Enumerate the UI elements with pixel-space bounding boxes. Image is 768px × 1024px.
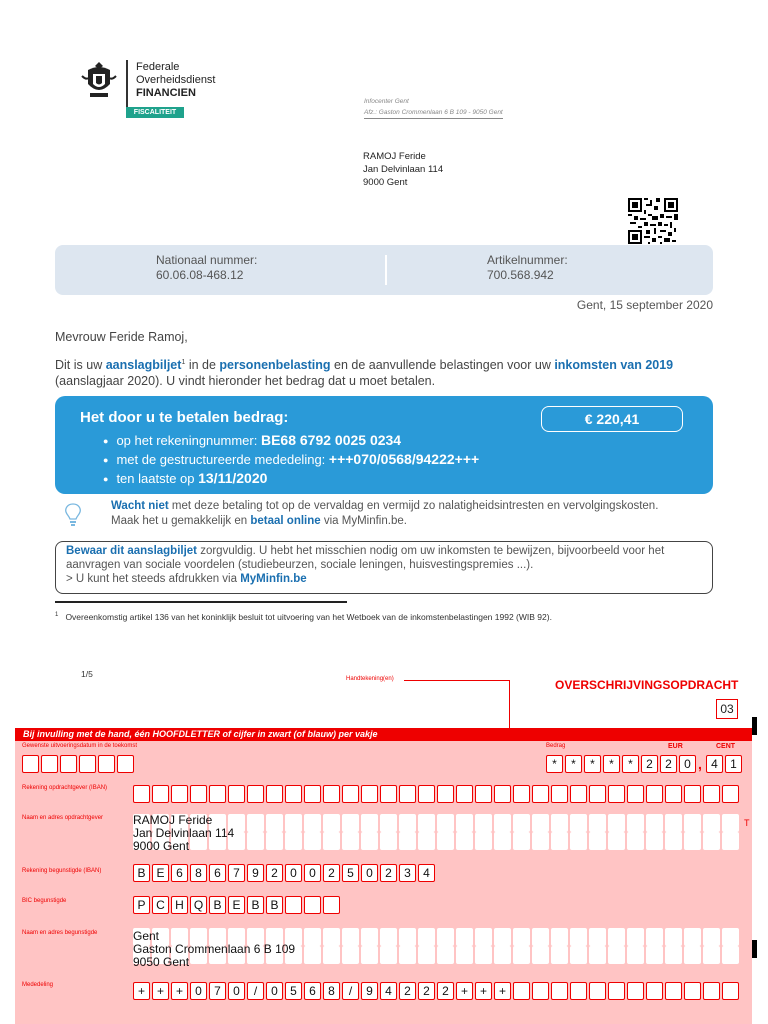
message-field[interactable]: [133, 982, 741, 1000]
form-cell[interactable]: 6: [209, 864, 226, 882]
form-cell[interactable]: [437, 832, 454, 850]
form-cell[interactable]: B: [247, 896, 264, 914]
form-title: OVERSCHRIJVINGSOPDRACHT: [555, 678, 739, 692]
form-cell[interactable]: [152, 785, 169, 803]
form-cell[interactable]: [608, 785, 625, 803]
form-cell[interactable]: [722, 785, 739, 803]
form-cell[interactable]: [437, 785, 454, 803]
form-cell[interactable]: 0: [679, 755, 696, 773]
form-cell[interactable]: [190, 785, 207, 803]
form-cell[interactable]: [285, 785, 302, 803]
form-cell[interactable]: 0: [361, 864, 378, 882]
form-cell[interactable]: [532, 928, 549, 946]
form-cell[interactable]: [703, 982, 720, 1000]
form-cell[interactable]: [228, 785, 245, 803]
form-cell[interactable]: 4: [706, 755, 723, 773]
form-cell[interactable]: 9: [361, 982, 378, 1000]
form-cell[interactable]: [551, 785, 568, 803]
form-cell[interactable]: 0: [228, 982, 245, 1000]
form-cell[interactable]: [304, 928, 321, 946]
form-cell[interactable]: [703, 785, 720, 803]
form-cell[interactable]: [722, 814, 739, 832]
form-cell[interactable]: 2: [323, 864, 340, 882]
form-cell[interactable]: [589, 832, 606, 850]
form-cell[interactable]: [532, 814, 549, 832]
form-cell[interactable]: 2: [418, 982, 435, 1000]
amount-cent-field[interactable]: [706, 755, 744, 773]
form-cell[interactable]: B: [209, 896, 226, 914]
form-cell[interactable]: [532, 946, 549, 964]
form-cell[interactable]: *: [584, 755, 601, 773]
form-cell[interactable]: [551, 928, 568, 946]
article-number: Artikelnummer: 700.568.942: [487, 253, 568, 282]
bic-field[interactable]: [133, 896, 342, 914]
signature-label: Handtekening(en): [346, 676, 394, 682]
form-cell[interactable]: *: [546, 755, 563, 773]
form-cell[interactable]: [41, 755, 58, 773]
organization-name: Federale Overheidsdienst FINANCIEN: [136, 61, 216, 99]
form-cell[interactable]: H: [171, 896, 188, 914]
form-cell[interactable]: [380, 832, 397, 850]
form-cell[interactable]: [361, 946, 378, 964]
form-cell[interactable]: [475, 928, 492, 946]
form-cell[interactable]: [665, 832, 682, 850]
form-cell[interactable]: [117, 755, 134, 773]
form-cell[interactable]: [589, 982, 606, 1000]
national-number: Nationaal nummer: 60.06.08-468.12: [156, 253, 258, 282]
form-cell[interactable]: [627, 832, 644, 850]
form-cell[interactable]: [342, 946, 359, 964]
form-cell[interactable]: [98, 755, 115, 773]
salutation: Mevrouw Feride Ramoj,: [55, 330, 188, 344]
form-cell[interactable]: [361, 928, 378, 946]
form-cell[interactable]: B: [266, 896, 283, 914]
form-cell[interactable]: [646, 982, 663, 1000]
intro-paragraph: Dit is uw aanslagbiljet$^1$ in de personenbelasting en de aanvullende belastingen voor uw inkomsten van 2019 (aanslagjaar 2020). U vindt hieronder het bedrag dat u moet betalen.: [55, 358, 674, 389]
form-cell[interactable]: [494, 814, 511, 832]
form-cell[interactable]: [703, 814, 720, 832]
beneficiary-name-label: Naam en adres begunstigde: [22, 930, 98, 936]
payment-notice: Wacht niet met deze betaling tot op de vervaldag en vermijd zo nalatigheidsintresten en vervolgingskosten. Maak het u gemakkelijk en betaal online via MyMinfin.be.: [111, 500, 659, 527]
form-cell[interactable]: *: [622, 755, 639, 773]
footnote-rule: [55, 601, 347, 603]
form-cell[interactable]: [285, 832, 302, 850]
form-cell[interactable]: [665, 928, 682, 946]
beneficiary-account-label: Rekening begunstigde (IBAN): [22, 868, 102, 874]
footnote: $^1$ Overeenkomstig artikel 136 van het koninklijk besluit tot uitvoering van het Wetboek van de inkomstenbelastingen 1992 (WIB 92).: [55, 612, 552, 622]
form-cell[interactable]: [266, 785, 283, 803]
form-cell[interactable]: [722, 946, 739, 964]
form-cell[interactable]: P: [133, 896, 150, 914]
recipient-address: RAMOJ Feride Jan Delvinlaan 114 9000 Gent: [363, 151, 444, 188]
form-cell[interactable]: [304, 832, 321, 850]
form-cell[interactable]: [703, 832, 720, 850]
form-cell[interactable]: 2: [660, 755, 677, 773]
keep-notice: Bewaar dit aanslagbiljet zorgvuldig. U hebt het misschien nodig om uw inkomsten te bewijzen, bijvoorbeeld voor het aanvragen van sociale voordelen (studiebeurzen, sociale leningen, huisvestingspremies ...). > U kunt het steeds afdrukken via MyMinfin.be: [66, 545, 665, 585]
form-cell[interactable]: 2: [266, 864, 283, 882]
page-number: 1/5: [81, 669, 93, 679]
form-cell[interactable]: [60, 755, 77, 773]
form-cell[interactable]: [532, 832, 549, 850]
form-cell[interactable]: [475, 785, 492, 803]
form-cell[interactable]: [266, 832, 283, 850]
form-cell[interactable]: [456, 946, 473, 964]
form-cell[interactable]: [399, 928, 416, 946]
form-cell[interactable]: 5: [285, 982, 302, 1000]
form-cell[interactable]: 2: [641, 755, 658, 773]
orderer-account-field[interactable]: [133, 785, 741, 803]
alignment-mark: [752, 717, 757, 735]
orderer-name-address: RAMOJ Feride Jan Delvinlaan 114 9000 Gent: [133, 813, 235, 853]
lightbulb-icon: [62, 502, 84, 528]
form-cell[interactable]: [418, 928, 435, 946]
form-cell[interactable]: [361, 832, 378, 850]
form-cell[interactable]: *: [603, 755, 620, 773]
form-cell[interactable]: [380, 946, 397, 964]
form-cell[interactable]: [247, 832, 264, 850]
execution-date-label: Gewenste uitvoeringsdatum in de toekomst: [22, 743, 138, 749]
form-cell[interactable]: Q: [190, 896, 207, 914]
form-cell[interactable]: [209, 785, 226, 803]
form-cell[interactable]: [665, 946, 682, 964]
form-cell[interactable]: *: [565, 755, 582, 773]
form-cell[interactable]: [342, 785, 359, 803]
form-cell[interactable]: [304, 785, 321, 803]
payment-title: Het door u te betalen bedrag:: [80, 409, 289, 426]
form-cell[interactable]: [722, 928, 739, 946]
form-cell[interactable]: [703, 928, 720, 946]
form-cell[interactable]: [570, 928, 587, 946]
form-cell[interactable]: E: [228, 896, 245, 914]
form-cell[interactable]: 1: [725, 755, 742, 773]
form-cell[interactable]: [684, 946, 701, 964]
form-cell[interactable]: [646, 785, 663, 803]
form-cell[interactable]: [551, 946, 568, 964]
form-cell[interactable]: [323, 832, 340, 850]
form-cell[interactable]: [304, 896, 321, 914]
belgian-crest-logo: [80, 60, 118, 100]
form-cell[interactable]: 0: [190, 982, 207, 1000]
form-cell[interactable]: [589, 928, 606, 946]
form-cell[interactable]: 6: [171, 864, 188, 882]
form-cell[interactable]: [646, 946, 663, 964]
form-cell[interactable]: [551, 814, 568, 832]
amount-label: Bedrag: [546, 743, 566, 749]
form-cell[interactable]: [513, 814, 530, 832]
form-cell[interactable]: [513, 946, 530, 964]
form-cell[interactable]: [323, 814, 340, 832]
form-cell[interactable]: [684, 982, 701, 1000]
form-cell[interactable]: [627, 785, 644, 803]
signature-line: [404, 680, 510, 681]
form-cell[interactable]: 0: [266, 982, 283, 1000]
form-cell[interactable]: 2: [380, 864, 397, 882]
form-cell[interactable]: 5: [342, 864, 359, 882]
form-cell[interactable]: 0: [285, 864, 302, 882]
form-cell[interactable]: [380, 785, 397, 803]
form-cell[interactable]: [304, 946, 321, 964]
form-cell[interactable]: [437, 928, 454, 946]
form-cell[interactable]: [494, 785, 511, 803]
form-cell[interactable]: [285, 814, 302, 832]
form-cell[interactable]: 7: [228, 864, 245, 882]
form-cell[interactable]: 3: [399, 864, 416, 882]
form-cell[interactable]: 2: [437, 982, 454, 1000]
form-cell[interactable]: [342, 928, 359, 946]
form-cell[interactable]: E: [152, 864, 169, 882]
identifiers-box: [55, 245, 713, 295]
form-cell[interactable]: C: [152, 896, 169, 914]
beneficiary-account-field[interactable]: [133, 864, 437, 882]
form-cell[interactable]: +: [171, 982, 188, 1000]
form-cell[interactable]: B: [133, 864, 150, 882]
form-cell[interactable]: +: [456, 982, 473, 1000]
form-cell[interactable]: [513, 785, 530, 803]
form-cell[interactable]: [646, 928, 663, 946]
form-cell[interactable]: 9: [247, 864, 264, 882]
form-cell[interactable]: [665, 814, 682, 832]
message-label: Mededeling: [22, 982, 54, 988]
form-cell[interactable]: [608, 832, 625, 850]
form-cell[interactable]: [418, 946, 435, 964]
bic-label: BIC begunstigde: [22, 898, 67, 904]
form-cell[interactable]: [475, 814, 492, 832]
eur-label: EUR: [668, 743, 683, 750]
form-cell[interactable]: 2: [399, 982, 416, 1000]
form-cell[interactable]: [646, 832, 663, 850]
account-line: ● op het rekeningnummer: BE68 6792 0025 0234: [103, 432, 479, 451]
form-cell[interactable]: [399, 814, 416, 832]
form-cell[interactable]: [513, 832, 530, 850]
form-cell[interactable]: [399, 832, 416, 850]
form-cell[interactable]: 0: [304, 864, 321, 882]
payment-details: [103, 432, 479, 489]
form-cell[interactable]: +: [494, 982, 511, 1000]
form-cell[interactable]: /: [247, 982, 264, 1000]
form-cell[interactable]: [570, 946, 587, 964]
form-cell[interactable]: [475, 832, 492, 850]
form-cell[interactable]: [532, 785, 549, 803]
form-cell[interactable]: [247, 814, 264, 832]
due-date-line: ● ten laatste op 13/11/2020: [103, 470, 479, 489]
form-code: 03: [716, 699, 738, 719]
form-cell[interactable]: [494, 832, 511, 850]
form-cell[interactable]: [266, 814, 283, 832]
form-cell[interactable]: [513, 982, 530, 1000]
form-cell[interactable]: [437, 946, 454, 964]
form-cell[interactable]: [570, 785, 587, 803]
form-cell[interactable]: [456, 928, 473, 946]
form-cell[interactable]: [722, 832, 739, 850]
form-cell[interactable]: [684, 785, 701, 803]
form-cell[interactable]: [323, 946, 340, 964]
form-cell[interactable]: [589, 946, 606, 964]
form-cell[interactable]: [285, 896, 302, 914]
form-cell[interactable]: +: [475, 982, 492, 1000]
form-cell[interactable]: [627, 814, 644, 832]
form-cell[interactable]: 7: [209, 982, 226, 1000]
form-cell[interactable]: [665, 785, 682, 803]
form-cell[interactable]: [437, 814, 454, 832]
form-cell[interactable]: [589, 785, 606, 803]
form-cell[interactable]: [703, 946, 720, 964]
beneficiary-name-address: Gent Gaston Crommenlaan 6 B 109 9050 Gent: [133, 929, 296, 969]
signature-line-vertical: [509, 680, 510, 728]
form-cell[interactable]: [551, 832, 568, 850]
identifiers-divider: [385, 255, 387, 285]
form-cell[interactable]: +: [133, 982, 150, 1000]
form-cell[interactable]: [684, 814, 701, 832]
form-cell[interactable]: [494, 946, 511, 964]
form-cell[interactable]: [79, 755, 96, 773]
reference-line: ● met de gestructureerde mededeling: +++070/0568/94222+++: [103, 451, 479, 470]
form-cell[interactable]: [608, 982, 625, 1000]
form-cell[interactable]: [608, 814, 625, 832]
form-cell[interactable]: [551, 982, 568, 1000]
form-cell[interactable]: [399, 946, 416, 964]
form-cell[interactable]: [570, 814, 587, 832]
form-cell[interactable]: /: [342, 982, 359, 1000]
form-cell[interactable]: [627, 946, 644, 964]
form-cell[interactable]: [456, 832, 473, 850]
amount-due: € 220,41: [541, 406, 683, 432]
form-cell[interactable]: [342, 814, 359, 832]
form-cell[interactable]: 6: [304, 982, 321, 1000]
logo-divider: [126, 60, 128, 110]
form-cell[interactable]: [456, 785, 473, 803]
alignment-mark: [752, 940, 757, 958]
form-cell[interactable]: [380, 814, 397, 832]
form-cell[interactable]: [361, 785, 378, 803]
form-cell[interactable]: [171, 785, 188, 803]
form-cell[interactable]: [570, 832, 587, 850]
form-cell[interactable]: [589, 814, 606, 832]
form-cell[interactable]: [323, 896, 340, 914]
form-cell[interactable]: 4: [380, 982, 397, 1000]
form-cell[interactable]: [418, 785, 435, 803]
letter-date: Gent, 15 september 2020: [576, 298, 713, 312]
form-cell[interactable]: [608, 946, 625, 964]
orderer-account-label: Rekening opdrachtgever (IBAN): [22, 785, 108, 791]
form-cell[interactable]: [684, 928, 701, 946]
orderer-name-label: Naam en adres opdrachtgever: [22, 815, 104, 821]
sender-address: Infocenter Gent Afz.: Gaston Crommenlaan 6 B 109 - 9050 Gent: [364, 96, 503, 119]
form-cell[interactable]: [418, 832, 435, 850]
form-cell[interactable]: [475, 946, 492, 964]
form-cell[interactable]: [627, 928, 644, 946]
form-cell[interactable]: [570, 982, 587, 1000]
form-cell[interactable]: [722, 982, 739, 1000]
form-cell[interactable]: [323, 785, 340, 803]
form-cell[interactable]: [513, 928, 530, 946]
form-cell[interactable]: [323, 928, 340, 946]
form-cell[interactable]: [608, 928, 625, 946]
form-cell[interactable]: [627, 982, 644, 1000]
form-cell[interactable]: [532, 982, 549, 1000]
form-cell[interactable]: [361, 814, 378, 832]
form-cell[interactable]: [399, 785, 416, 803]
form-cell[interactable]: [247, 785, 264, 803]
form-instructions: Bij invulling met de hand, één HOOFDLETTER of cijfer in zwart (of blauw) per vakje: [15, 728, 752, 741]
form-cell[interactable]: 8: [323, 982, 340, 1000]
form-cell[interactable]: [494, 928, 511, 946]
qr-code: [628, 198, 678, 244]
amount-euro-field[interactable]: [546, 755, 698, 773]
form-cell[interactable]: [665, 982, 682, 1000]
form-cell[interactable]: [304, 814, 321, 832]
edge-mark: T: [744, 818, 750, 828]
form-cell[interactable]: 4: [418, 864, 435, 882]
amount-separator: ,: [698, 756, 702, 772]
form-cell[interactable]: +: [152, 982, 169, 1000]
cent-label: CENT: [716, 743, 736, 750]
fiscaliteit-badge: FISCALITEIT: [126, 107, 184, 118]
form-cell[interactable]: [133, 785, 150, 803]
form-cell[interactable]: [684, 832, 701, 850]
form-cell[interactable]: [380, 928, 397, 946]
form-cell[interactable]: [418, 814, 435, 832]
form-cell[interactable]: 8: [190, 864, 207, 882]
form-cell[interactable]: [22, 755, 39, 773]
form-cell[interactable]: [342, 832, 359, 850]
form-cell[interactable]: [456, 814, 473, 832]
form-cell[interactable]: [646, 814, 663, 832]
execution-date-field[interactable]: [22, 755, 136, 773]
